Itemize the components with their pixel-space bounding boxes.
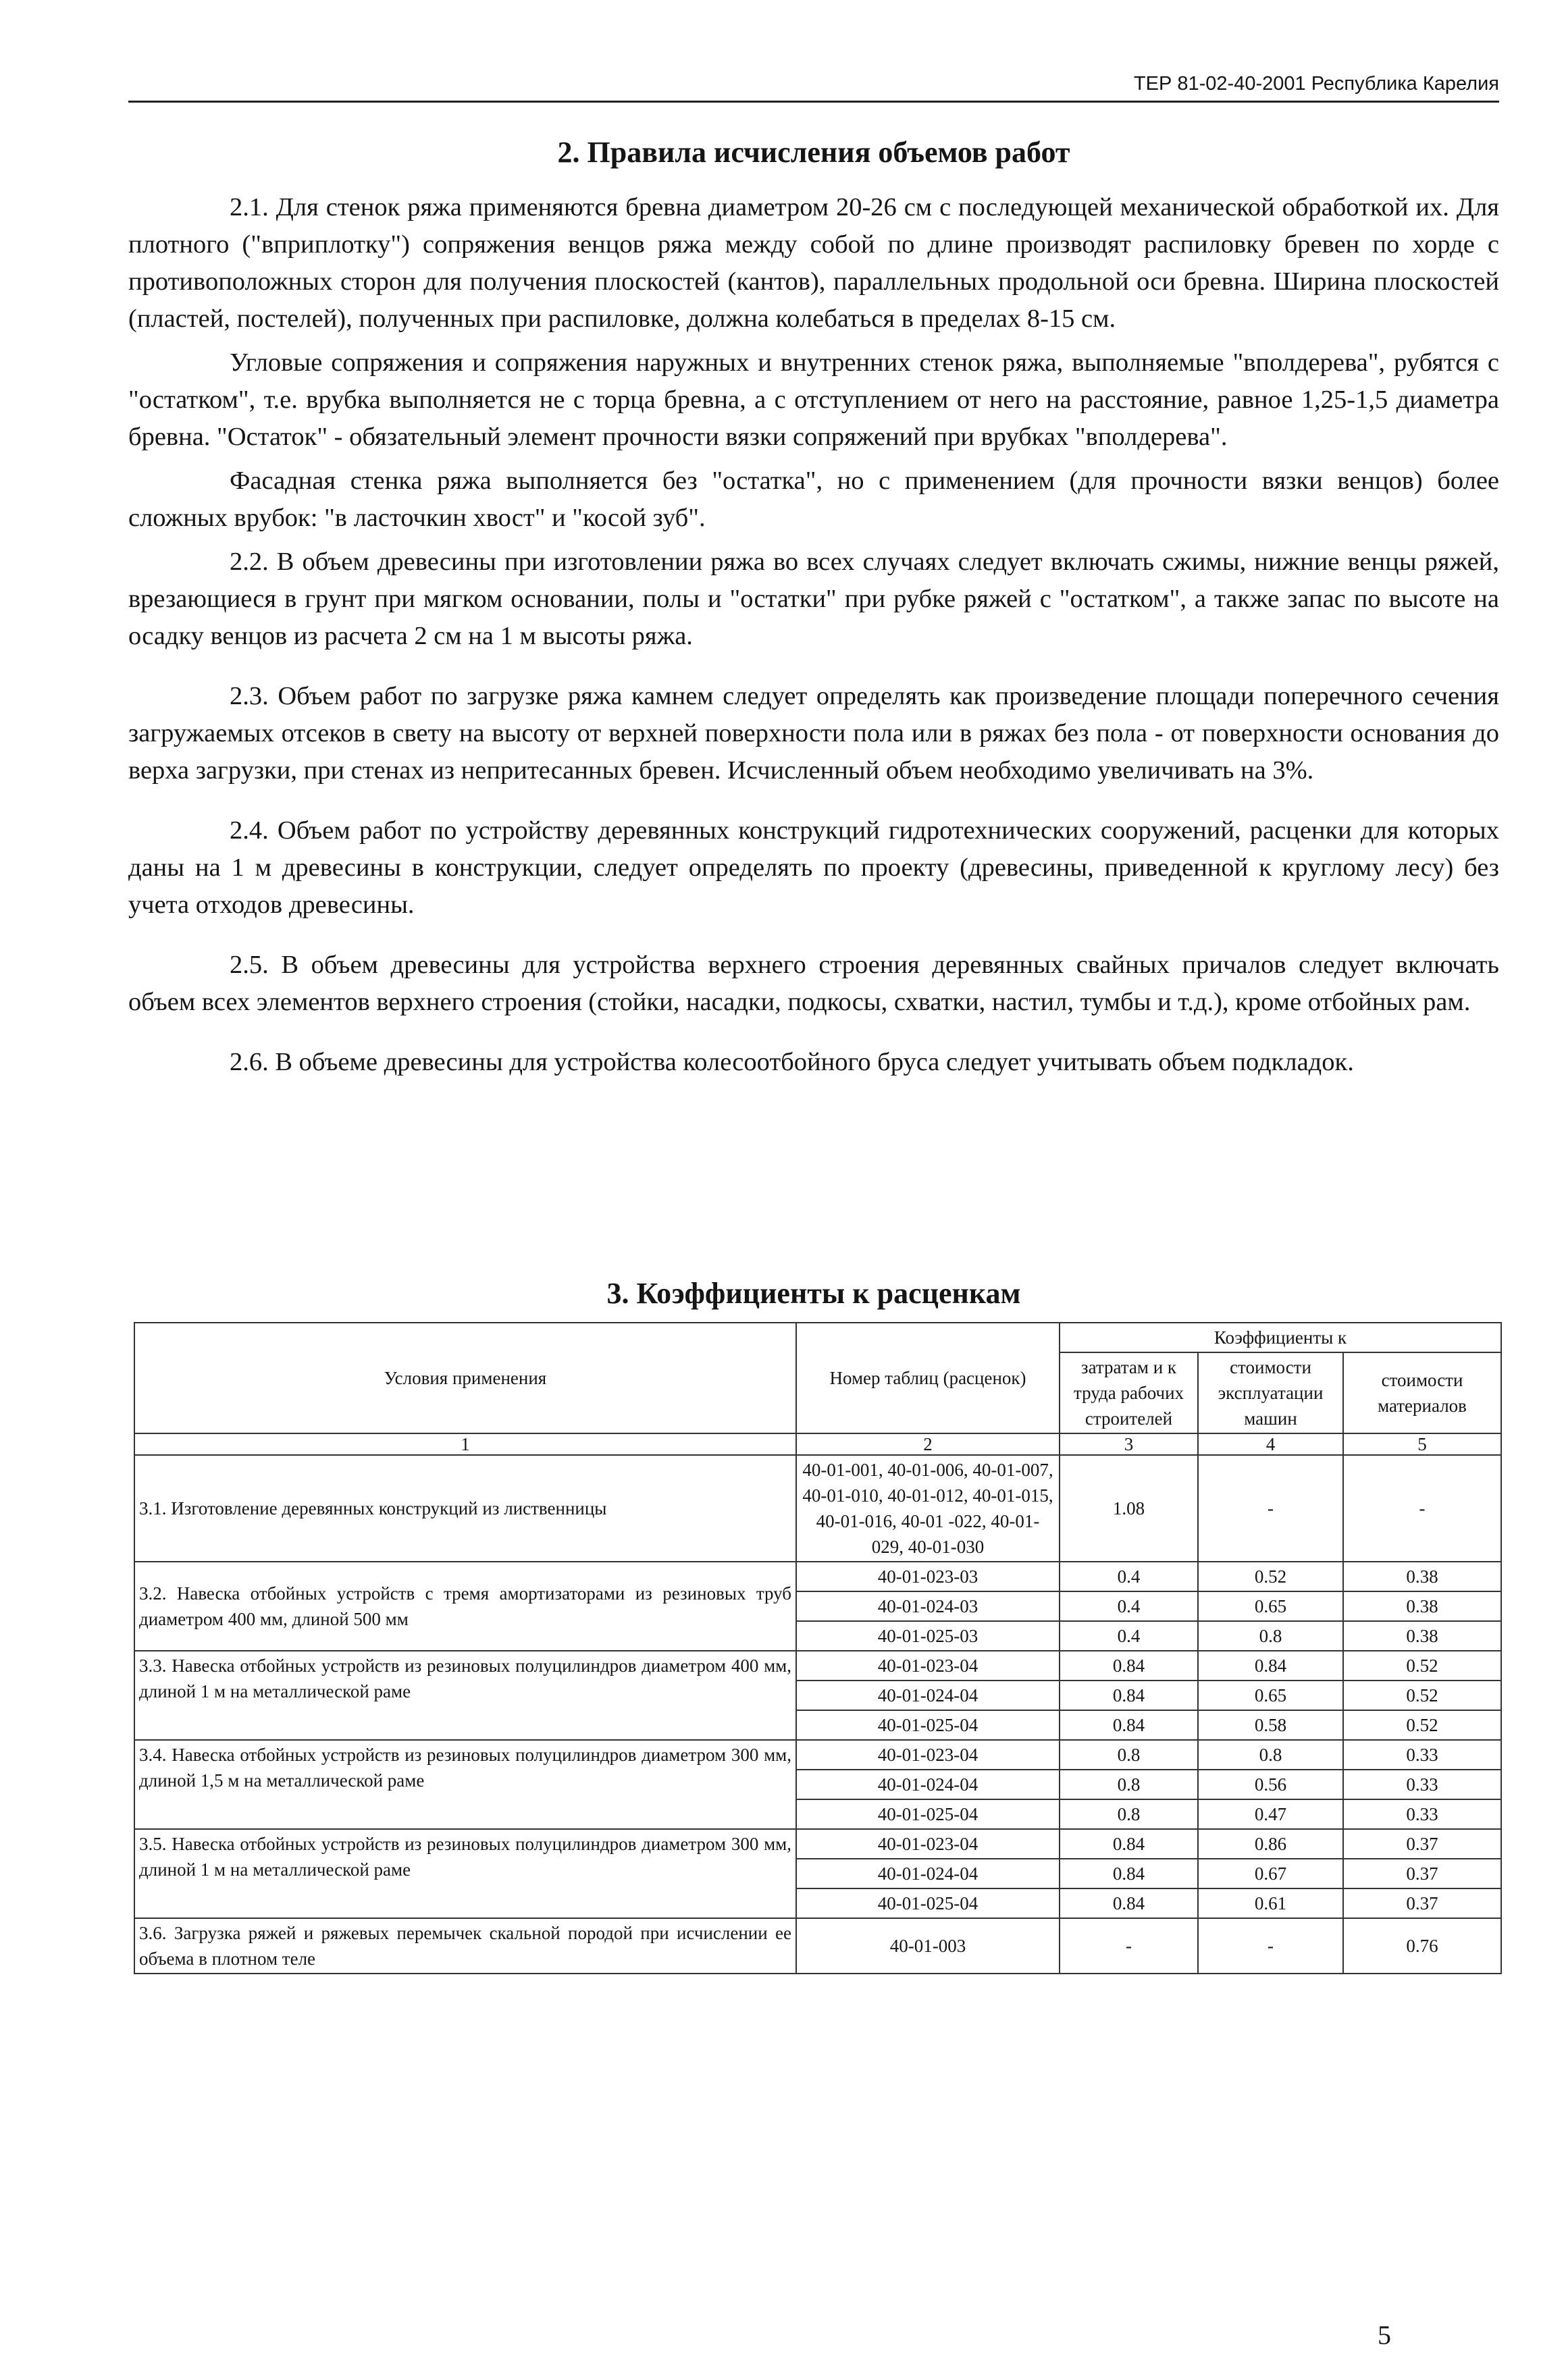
machines-coef-cell: 0.65 — [1198, 1591, 1343, 1621]
condition-cell: 3.6. Загрузка ряжей и ряжевых перемычек скальной породой при исчислении ее объема в плотном теле — [134, 1918, 796, 1974]
header-machines: стоимости эксплуатации машин — [1198, 1352, 1343, 1433]
labor-coef-cell: 0.84 — [1060, 1859, 1198, 1888]
table-row — [134, 1562, 1501, 1591]
section-3-title: 3. Коэффициенты к расценкам — [606, 1277, 1021, 1310]
labor-coef-cell: 0.84 — [1060, 1651, 1198, 1681]
machines-coef-cell: 0.56 — [1198, 1770, 1343, 1799]
labor-coef-cell: 1.08 — [1060, 1455, 1198, 1562]
labor-coef-cell: - — [1060, 1918, 1198, 1974]
materials-coef-cell: 0.52 — [1343, 1681, 1501, 1710]
labor-coef-cell: 0.84 — [1060, 1710, 1198, 1740]
table-number-cell: 40-01-024-04 — [796, 1859, 1060, 1888]
machines-coef-cell: 0.8 — [1198, 1740, 1343, 1770]
labor-coef-cell: 0.4 — [1060, 1621, 1198, 1651]
machines-coef-cell: 0.84 — [1198, 1651, 1343, 1681]
labor-coef-cell: 0.8 — [1060, 1740, 1198, 1770]
materials-coef-cell: 0.33 — [1343, 1770, 1501, 1799]
paragraph-2-3: 2.3. Объем работ по загрузке ряжа камнем следует определять как произведение площади поперечного сечения загружаемых отсеков в свету на высоту от верхней поверхности пола или в ряжах без пола - от поверхности основания до верха загрузки, при стенах из непритесанных бревен. Исчисленный объем необходимо увеличивать на 3%. — [128, 682, 1499, 785]
labor-coef-cell: 0.84 — [1060, 1888, 1198, 1918]
column-number: 5 — [1343, 1433, 1501, 1455]
column-number: 2 — [796, 1433, 1060, 1455]
table-number-cell: 40-01-024-04 — [796, 1770, 1060, 1799]
section-2-body — [128, 189, 1499, 1104]
column-number: 1 — [134, 1433, 796, 1455]
running-header: ТЕР 81-02-40-2001 Республика Карелия — [128, 73, 1499, 103]
table-number-cell: 40-01-023-04 — [796, 1740, 1060, 1770]
table-number-cell: 40-01-023-04 — [796, 1651, 1060, 1681]
table-number-cell: 40-01-023-04 — [796, 1829, 1060, 1859]
labor-coef-cell: 0.8 — [1060, 1770, 1198, 1799]
table-row — [134, 1740, 1501, 1770]
labor-coef-cell: 0.84 — [1060, 1829, 1198, 1859]
table-number-cell: 40-01-023-03 — [796, 1562, 1060, 1591]
machines-coef-cell: 0.65 — [1198, 1681, 1343, 1710]
machines-coef-cell: 0.58 — [1198, 1710, 1343, 1740]
paragraph-facade-wall: Фасадная стенка ряжа выполняется без "остатка", но с применением (для прочности вязки венцов) более сложных врубок: "в ласточкин хвост" и "косой зуб". — [128, 467, 1499, 532]
materials-coef-cell: 0.52 — [1343, 1710, 1501, 1740]
condition-cell: 3.2. Навеска отбойных устройств с тремя амортизаторами из резиновых труб диаметром 400 мм, длиной 500 мм — [134, 1562, 796, 1651]
materials-coef-cell: 0.37 — [1343, 1888, 1501, 1918]
materials-coef-cell: 0.37 — [1343, 1859, 1501, 1888]
labor-coef-cell: 0.8 — [1060, 1799, 1198, 1829]
materials-coef-cell: 0.33 — [1343, 1799, 1501, 1829]
header-conditions: Условия применения — [134, 1323, 796, 1433]
condition-cell: 3.1. Изготовление деревянных конструкций из лиственницы — [134, 1455, 796, 1562]
table-number-cell: 40-01-003 — [796, 1918, 1060, 1974]
labor-coef-cell: 0.4 — [1060, 1562, 1198, 1591]
machines-coef-cell: 0.67 — [1198, 1859, 1343, 1888]
table-number-cell: 40-01-024-04 — [796, 1681, 1060, 1710]
section-2-title: 2. Правила исчисления объемов работ — [557, 136, 1070, 169]
machines-coef-cell: 0.52 — [1198, 1562, 1343, 1591]
machines-coef-cell: 0.86 — [1198, 1829, 1343, 1859]
paragraph-2-5: 2.5. В объем древесины для устройства верхнего строения деревянных свайных причалов следует включать объем всех элементов верхнего строения (стойки, насадки, подкосы, схватки, настил, тумбы и т.д.), кроме отбойных рам. — [128, 951, 1499, 1016]
table-row — [134, 1918, 1501, 1974]
table-row — [134, 1651, 1501, 1681]
machines-coef-cell: 0.61 — [1198, 1888, 1343, 1918]
materials-coef-cell: 0.37 — [1343, 1829, 1501, 1859]
header-table-number: Номер таблиц (расценок) — [796, 1323, 1060, 1433]
table-row — [134, 1455, 1501, 1562]
machines-coef-cell: 0.8 — [1198, 1621, 1343, 1651]
table-number-cell: 40-01-025-03 — [796, 1621, 1060, 1651]
paragraph-2-6: 2.6. В объеме древесины для устройства колесоотбойного бруса следует учитывать объем подкладок. — [230, 1048, 1354, 1076]
materials-coef-cell: 0.33 — [1343, 1740, 1501, 1770]
machines-coef-cell: - — [1198, 1918, 1343, 1974]
table-number-cell: 40-01-025-04 — [796, 1799, 1060, 1829]
materials-coef-cell: 0.38 — [1343, 1621, 1501, 1651]
table-number-cell: 40-01-001, 40-01-006, 40-01-007, 40-01-010, 40-01-012, 40-01-015, 40-01-016, 40-01 -022, 40-01-029, 40-01-030 — [796, 1455, 1060, 1562]
table-row — [134, 1829, 1501, 1859]
paragraph-2-1: 2.1. Для стенок ряжа применяются бревна диаметром 20-26 см с последующей механической обработкой их. Для плотного ("вприплотку") сопряжения венцов ряжа между собой по длине производят распиловку бревен по хорде с противоположных сторон для получения плоскостей (кантов), параллельных продольной оси бревна. Ширина плоскостей (пластей, постелей), полученных при распиловке, должна колебаться в пределах 8-15 см. — [128, 193, 1499, 333]
condition-cell: 3.4. Навеска отбойных устройств из резиновых полуцилиндров диаметром 300 мм, длиной 1,5 м на металлической раме — [134, 1740, 796, 1829]
materials-coef-cell: 0.38 — [1343, 1591, 1501, 1621]
table-number-cell: 40-01-024-03 — [796, 1591, 1060, 1621]
column-number: 3 — [1060, 1433, 1198, 1455]
machines-coef-cell: 0.47 — [1198, 1799, 1343, 1829]
column-number: 4 — [1198, 1433, 1343, 1455]
paragraph-2-2: 2.2. В объем древесины при изготовлении ряжа во всех случаях следует включать сжимы, нижние венцы ряжей, врезающиеся в грунт при мягком основании, полы и "остатки" при рубке ряжей с "остатком", а также запас по высоте на осадку венцов из расчета 2 см на 1 м высоты ряжа. — [128, 548, 1499, 650]
table-number-cell: 40-01-025-04 — [796, 1710, 1060, 1740]
materials-coef-cell: - — [1343, 1455, 1501, 1562]
machines-coef-cell: - — [1198, 1455, 1343, 1562]
table-number-cell: 40-01-025-04 — [796, 1888, 1060, 1918]
labor-coef-cell: 0.84 — [1060, 1681, 1198, 1710]
paragraph-2-4: 2.4. Объем работ по устройству деревянных конструкций гидротехнических сооружений, расценки для которых даны на 1 м древесины в конструкции, следует определять по проекту (древесины, приведенной к круглому лесу) без учета отходов древесины. — [128, 816, 1499, 919]
header-labor: затратам и к труда рабочих строителей — [1060, 1352, 1198, 1433]
condition-cell: 3.3. Навеска отбойных устройств из резиновых полуцилиндров диаметром 400 мм, длиной 1 м на металлической раме — [134, 1651, 796, 1740]
labor-coef-cell: 0.4 — [1060, 1591, 1198, 1621]
header-materials: стоимости материалов — [1343, 1352, 1501, 1433]
materials-coef-cell: 0.52 — [1343, 1651, 1501, 1681]
coefficients-table — [134, 1322, 1502, 1974]
header-coefficients: Коэффициенты к — [1060, 1323, 1501, 1352]
paragraph-corner-joints: Угловые сопряжения и сопряжения наружных и внутренних стенок ряжа, выполняемые "вполдерева", рубятся с "остатком", т.е. врубка выполняется не с торца бревна, а с отступлением от него на расстояние, равное 1,25-1,5 диаметра бревна. "Остаток" - обязательный элемент прочности вязки сопряжений при врубках "вполдерева". — [128, 348, 1499, 451]
page-number: 5 — [1378, 2320, 1391, 2350]
materials-coef-cell: 0.38 — [1343, 1562, 1501, 1591]
materials-coef-cell: 0.76 — [1343, 1918, 1501, 1974]
condition-cell: 3.5. Навеска отбойных устройств из резиновых полуцилиндров диаметром 300 мм, длиной 1 м на металлической раме — [134, 1829, 796, 1918]
